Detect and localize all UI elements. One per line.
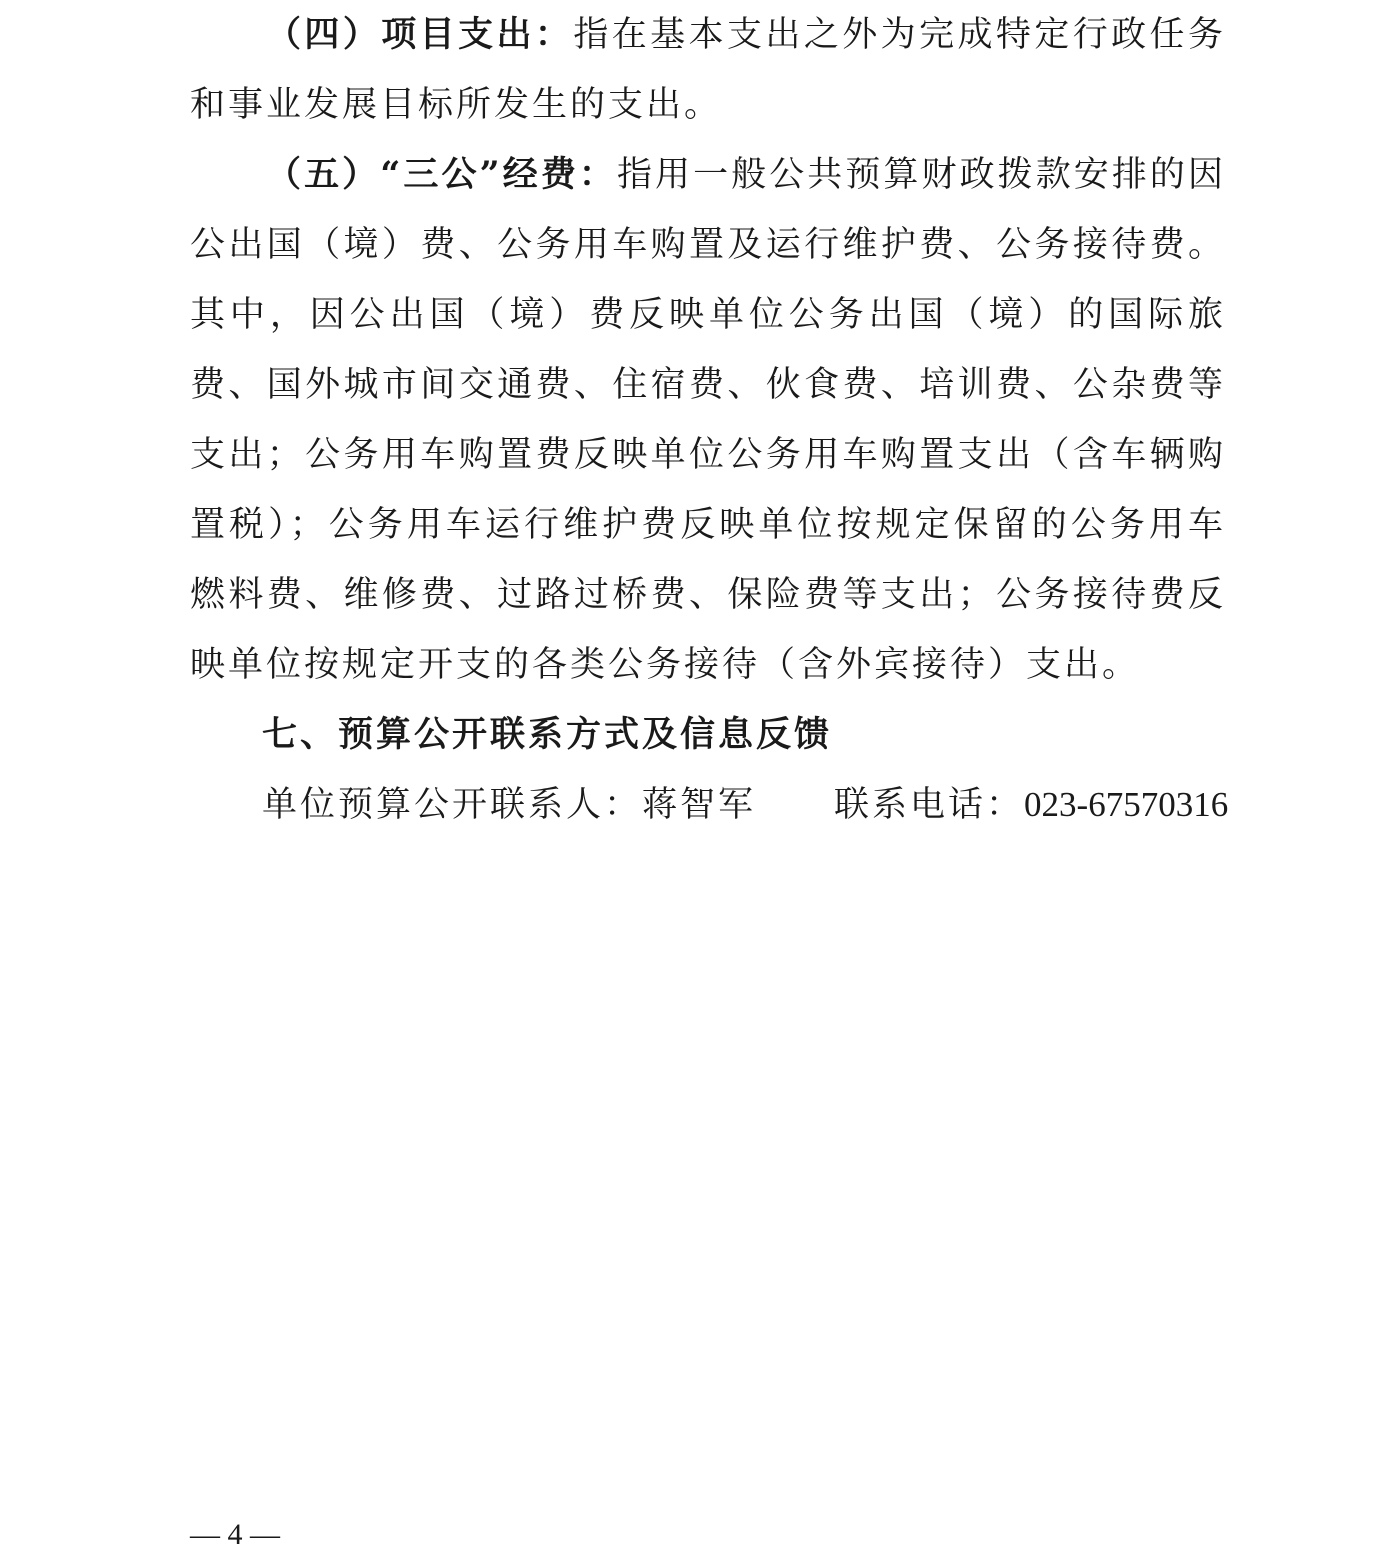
contact-phone-value: 023-67570316 [1024,785,1229,824]
paragraph-project-expenditure [190,0,1226,140]
contact-line [190,770,1229,840]
section4-body: 指在基本支出之外为完成特定行政任务和事业发展目标所发生的支出。 [190,15,1226,125]
page-number: — 4 — [190,1518,280,1551]
paragraph-three-public-expenses [190,140,1226,700]
section5-lead: （五）“三公”经费： [266,154,617,195]
contact-person-label: 单位预算公开联系人： [262,785,643,825]
contact-person-name: 蒋智军 [642,785,757,825]
section4-lead: （四）项目支出： [266,14,574,55]
section-heading-contact: 七、预算公开联系方式及信息反馈 [262,714,833,755]
section5-body: 指用一般公共预算财政拨款安排的因公出国（境）费、公务用车购置及运行维护费、公务接待费。其中，因公出国（境）费反映单位公务出国（境）的国际旅费、国外城市间交通费、住宿费、伙食费、培训费、公杂费等支出；公务用车购置费反映单位公务用车购置支出（含车辆购置税）；公务用车运行维护费反映单位按规定保留的公务用车燃料费、维修费、过路过桥费、保险费等支出；公务接待费反映单位按规定开支的各类公务接待（含外宾接待）支出。 [190,155,1226,685]
document-page [190,0,1229,840]
contact-phone-label: 联系电话： [834,785,1025,825]
